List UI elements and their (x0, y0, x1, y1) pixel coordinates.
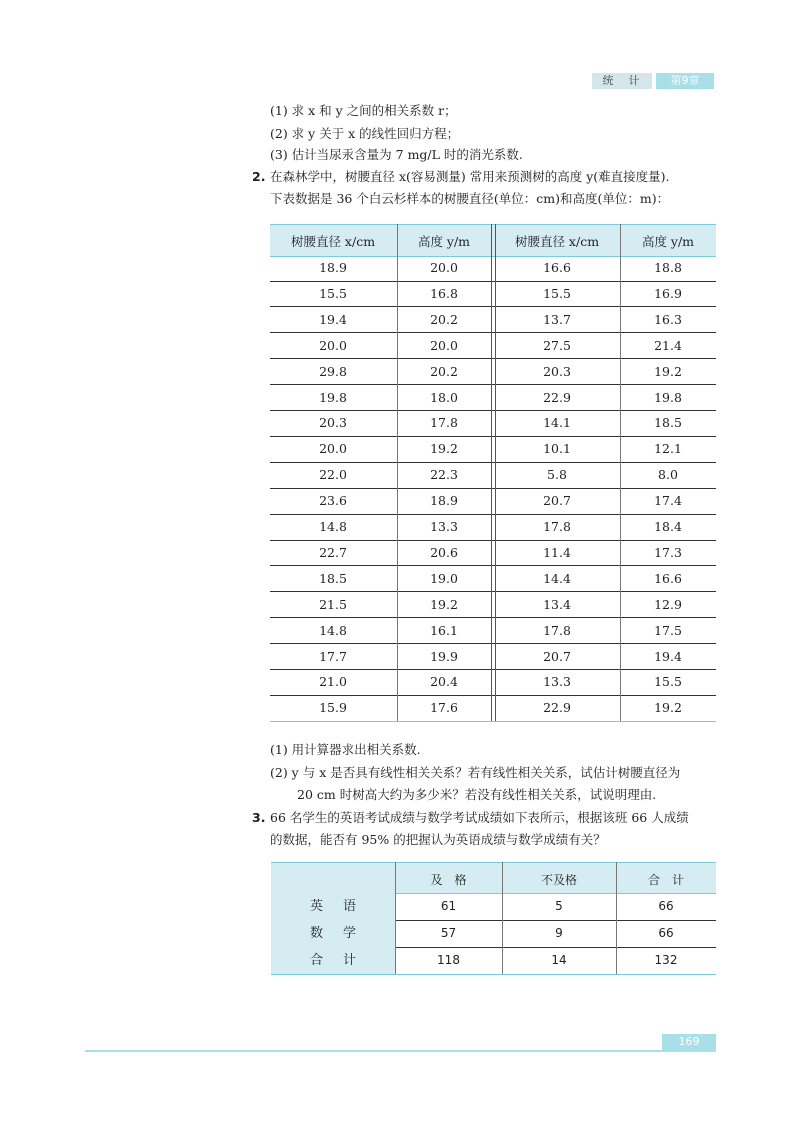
question-line-3: (3) 估计当尿汞含量为 7 mg/L 时的消光系数. (270, 147, 523, 162)
problem-3-text-2: 的数据，能否有 95% 的把握认为英语成绩与数学成绩有关？ (270, 832, 606, 847)
table-cell: 5 (555, 899, 563, 913)
table-cell: 18.0 (430, 389, 458, 405)
page-number: 169 (662, 1034, 716, 1050)
table-cell: 15.9 (319, 700, 347, 716)
table-header-row (271, 862, 716, 894)
table-cell: 16.8 (430, 285, 458, 301)
problem-3-number: 3. (252, 810, 266, 825)
table-cell: 15.5 (319, 285, 347, 301)
problem-3-text-1: 66 名学生的英语考试成绩与数学考试成绩如下表所示，根据该班 66 人成绩 (270, 810, 689, 825)
header-pass: 及 格 (430, 873, 467, 887)
problem-2-sub-1: (1) 用计算器求出相关系数. (270, 742, 421, 757)
row-label: 数学 (271, 920, 395, 947)
table-cell: 19.2 (654, 700, 682, 716)
table-cell: 18.9 (319, 260, 347, 275)
header-height-1: 高度 y/m (417, 234, 471, 249)
table-cell: 16.3 (654, 311, 682, 327)
table-cell: 13.4 (543, 596, 571, 612)
table-cell: 18.5 (654, 415, 682, 431)
table-cell: 20.3 (319, 415, 347, 431)
table-cell: 20.0 (319, 337, 347, 353)
header-diameter-2: 树腰直径 x/cm (514, 234, 600, 249)
table-cell: 20.3 (543, 363, 571, 379)
header-total: 合 计 (647, 873, 684, 887)
table-cell: 14 (551, 953, 567, 967)
question-line-1: (1) 求 x 和 y 之间的相关系数 r； (270, 103, 457, 118)
table-cell: 21.4 (654, 337, 682, 353)
table-cell: 16.6 (543, 260, 571, 275)
table-cell: 15.5 (654, 674, 682, 690)
table-divider (616, 862, 617, 974)
table-cell: 61 (440, 899, 457, 913)
table-cell: 118 (437, 953, 460, 967)
table-cell: 19.4 (654, 648, 682, 664)
table-cell: 14.1 (543, 415, 571, 431)
table-cell: 15.5 (543, 285, 571, 301)
table-cell: 20.2 (430, 311, 458, 327)
table-cell: 13.7 (543, 311, 571, 327)
problem-2-number: 2. (252, 169, 266, 184)
table-cell: 17.7 (319, 648, 347, 664)
running-header (592, 73, 714, 89)
table-cell: 19.8 (654, 389, 682, 405)
table-cell: 16.1 (430, 622, 458, 638)
row-label: 合计 (271, 947, 395, 974)
table-row (271, 920, 716, 948)
table-cell: 19.2 (654, 363, 682, 379)
table-cell: 66 (658, 926, 674, 940)
table-cell: 19.2 (430, 596, 458, 612)
table-cell: 17.5 (654, 622, 682, 638)
table-cell: 14.8 (319, 519, 347, 534)
table-cell: 16.9 (654, 285, 682, 301)
problem-2-sub-2b: 20 cm 时树高大约为多少米？若没有线性相关关系，试说明理由. (297, 787, 657, 802)
table-cell: 11.4 (543, 544, 571, 560)
table-cell: 20.0 (430, 337, 458, 353)
table-cell: 16.6 (654, 570, 682, 586)
header-section: 统 计 (592, 73, 652, 89)
header-height-2: 高度 y/m (641, 234, 695, 249)
table-row (271, 893, 716, 921)
table-cell: 13.3 (543, 674, 571, 690)
table-cell: 66 (658, 899, 674, 913)
table-cell: 9 (555, 926, 563, 940)
footer-rule (85, 1050, 716, 1052)
table-cell: 19.0 (430, 570, 458, 586)
table-cell: 12.1 (654, 441, 682, 457)
table-cell: 17.3 (654, 544, 682, 560)
grades-contingency-table (271, 862, 716, 974)
table-cell: 17.4 (654, 493, 682, 509)
header-diameter-1: 树腰直径 x/cm (290, 234, 376, 249)
table-cell: 14.8 (319, 622, 347, 638)
table-cell: 19.8 (319, 389, 347, 405)
table-cell: 18.5 (319, 570, 347, 586)
table-cell: 10.1 (543, 441, 571, 457)
table-divider (620, 224, 621, 721)
table-cell: 20.4 (430, 674, 458, 690)
table-double-divider (491, 224, 496, 721)
table-cell: 57 (440, 926, 457, 940)
table-cell: 12.9 (654, 596, 682, 612)
table-cell: 18.8 (654, 260, 682, 275)
tree-data-table (270, 224, 716, 721)
table-cell: 8.0 (658, 467, 678, 483)
table-cell: 19.4 (319, 311, 347, 327)
table-cell: 5.8 (547, 467, 567, 483)
table-cell: 27.5 (543, 337, 571, 353)
table-row (271, 947, 716, 975)
table-cell: 22.9 (543, 389, 571, 405)
table-cell: 17.6 (430, 700, 458, 716)
problem-2-text-1: 在森林学中，树腰直径 x(容易测量) 常用来预测树的高度 y(难直接度量). (270, 169, 670, 184)
question-line-2: (2) 求 y 关于 x 的线性回归方程； (270, 126, 460, 141)
row-label: 英语 (271, 893, 395, 920)
table-cell: 21.5 (319, 596, 347, 612)
table-divider (397, 224, 398, 721)
table-cell: 19.2 (430, 441, 458, 457)
table-cell: 23.6 (319, 493, 347, 509)
table-divider (502, 862, 503, 974)
table-cell: 132 (654, 953, 678, 967)
table-cell: 21.0 (319, 674, 347, 690)
table-cell: 22.7 (319, 544, 347, 560)
table-divider (395, 862, 396, 974)
table-cell: 22.3 (430, 467, 458, 483)
header-fail: 不及格 (540, 873, 577, 887)
header-chapter: 第9章 (656, 73, 714, 89)
table-cell: 20.0 (430, 260, 458, 275)
table-cell: 19.9 (430, 648, 458, 664)
table-cell: 14.4 (543, 570, 571, 586)
problem-2-text-2: 下表数据是 36 个白云杉样本的树腰直径(单位：cm)和高度(单位：m)： (270, 191, 670, 206)
table-cell: 22.9 (543, 700, 571, 716)
table-cell: 18.9 (430, 493, 458, 509)
table-cell: 17.8 (543, 519, 571, 534)
table-cell: 17.8 (543, 622, 571, 638)
table-cell: 20.7 (543, 493, 571, 509)
table-cell: 20.2 (430, 363, 458, 379)
table-cell: 18.4 (654, 519, 682, 534)
problem-2-sub-2a: (2) y 与 x 是否具有线性相关关系？若有线性相关关系，试估计树腰直径为 (270, 765, 681, 780)
table-cell: 13.3 (430, 519, 458, 534)
table-cell: 20.0 (319, 441, 347, 457)
table-cell: 17.8 (430, 415, 458, 431)
table-cell: 20.6 (430, 544, 458, 560)
table-cell: 22.0 (319, 467, 347, 483)
table-cell: 29.8 (319, 363, 347, 379)
table-cell: 20.7 (543, 648, 571, 664)
